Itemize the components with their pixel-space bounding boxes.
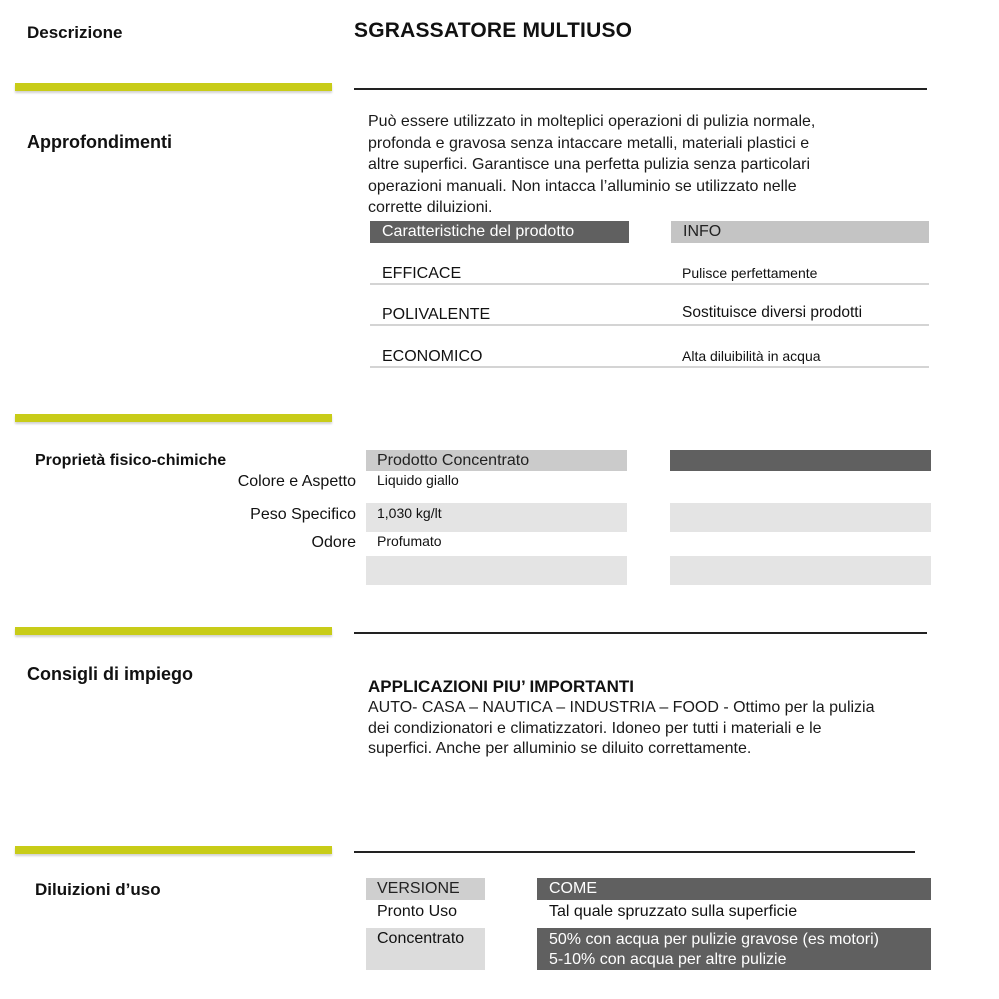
- text-line: superfici. Anche per alluminio se diluito correttamente.: [368, 740, 752, 757]
- section-divider-line: [354, 88, 927, 90]
- features-table-header-features: Caratteristiche del prodotto: [370, 221, 629, 243]
- text-line: corrette diluizioni.: [368, 199, 493, 216]
- property-value: Liquido giallo: [377, 472, 459, 488]
- property-cell-bg: [670, 556, 931, 585]
- dilution-version: Pronto Uso: [377, 903, 458, 920]
- section-label-descrizione: Descrizione: [27, 23, 123, 42]
- features-table-header-info: INFO: [671, 221, 929, 243]
- dilution-version: Concentrato: [377, 930, 465, 947]
- section-divider-line: [354, 851, 915, 853]
- properties-header: Prodotto Concentrato: [366, 450, 627, 471]
- product-title: SGRASSATORE MULTIUSO: [354, 19, 633, 42]
- text-line: operazioni manuali. Non intacca l’alluminio se utilizzato nelle: [368, 177, 797, 195]
- section-divider-accent: [15, 846, 332, 854]
- text-line: dei condizionatori e climatizzatori. Idoneo per tutti i materiali e le: [368, 719, 822, 737]
- property-cell-bg: [366, 556, 627, 585]
- dilution-header-how: COME: [537, 878, 931, 900]
- text-line: Può essere utilizzato in molteplici operazioni di pulizia normale,: [368, 113, 816, 130]
- property-name: Colore e Aspetto: [237, 473, 356, 490]
- property-name: Odore: [311, 534, 356, 551]
- feature-name: ECONOMICO: [382, 348, 483, 365]
- applications-heading: APPLICAZIONI PIU’ IMPORTANTI: [368, 677, 635, 696]
- feature-info: Pulisce perfettamente: [682, 265, 818, 281]
- section-label-proprieta: Proprietà fisico-chimiche: [35, 452, 227, 469]
- property-value: Profumato: [377, 533, 442, 549]
- section-divider-line: [354, 632, 927, 634]
- dilution-header-version: VERSIONE: [366, 878, 485, 900]
- properties-header-blank: [670, 450, 931, 471]
- section-label-diluizioni: Diluizioni d’uso: [35, 880, 161, 899]
- table-row-separator: [370, 366, 929, 368]
- section-label-approfondimenti: Approfondimenti: [27, 132, 172, 152]
- property-value: 1,030 kg/lt: [377, 505, 442, 521]
- text-line: altre superfici. Garantisce una perfetta pulizia senza particolari: [368, 156, 810, 173]
- feature-info: Alta diluibilità in acqua: [682, 348, 821, 364]
- approfondimenti-text: [368, 111, 948, 219]
- feature-name: EFFICACE: [382, 265, 462, 282]
- section-divider-accent: [15, 414, 332, 422]
- applications-text: [368, 698, 948, 760]
- feature-name: POLIVALENTE: [382, 306, 491, 323]
- property-name: Peso Specifico: [250, 506, 356, 523]
- text-line: profonda e gravosa senza intaccare metalli, materiali plastici e: [368, 134, 810, 152]
- property-cell-bg: [670, 503, 931, 532]
- dilution-how: 50% con acqua per pulizie gravose (es motori): [549, 931, 879, 948]
- section-divider-accent: [15, 627, 332, 635]
- dilution-how: Tal quale spruzzato sulla superficie: [549, 903, 798, 920]
- dilution-version-cell: [366, 928, 485, 970]
- dilution-how-cell: [537, 928, 931, 970]
- table-row-separator: [370, 283, 929, 285]
- section-label-consigli: Consigli di impiego: [27, 664, 193, 684]
- table-row-separator: [370, 324, 929, 326]
- dilution-how: 5-10% con acqua per altre pulizie: [549, 951, 787, 968]
- feature-info: Sostituisce diversi prodotti: [682, 304, 863, 321]
- section-divider-accent: [15, 83, 332, 91]
- text-line: AUTO- CASA – NAUTICA – INDUSTRIA – FOOD - Ottimo per la pulizia: [368, 699, 875, 716]
